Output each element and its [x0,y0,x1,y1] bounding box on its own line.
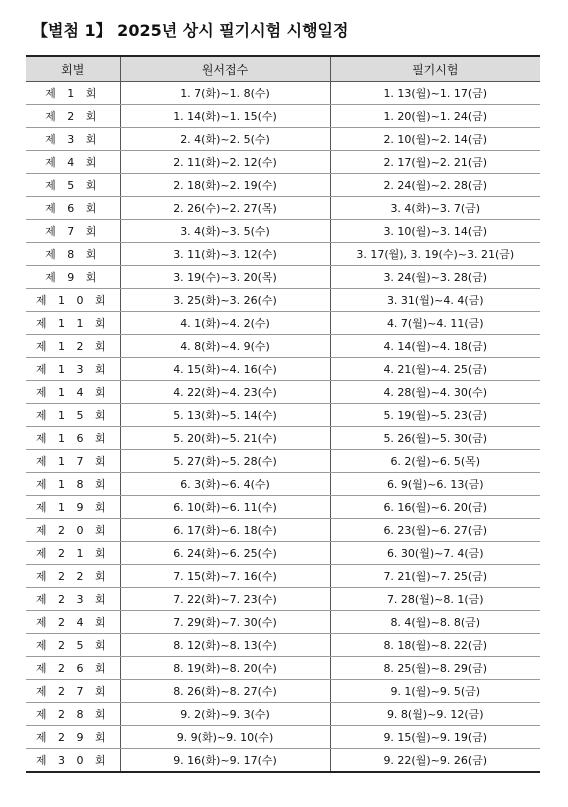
round-cell: 제 1 8 회 [26,473,120,496]
table-row [26,611,540,634]
round-cell: 제 2 8 회 [26,703,120,726]
round-cell: 제 2 1 회 [26,542,120,565]
application-cell: 8. 12(화)~8. 13(수) [120,634,330,657]
table-row [26,726,540,749]
exam-cell: 2. 24(월)~2. 28(금) [330,174,540,197]
exam-cell: 4. 7(월)~4. 11(금) [330,312,540,335]
exam-cell: 6. 23(월)~6. 27(금) [330,519,540,542]
round-cell: 제 2 7 회 [26,680,120,703]
table-row [26,749,540,773]
round-cell: 제 2 0 회 [26,519,120,542]
table-row [26,335,540,358]
application-cell: 7. 29(화)~7. 30(수) [120,611,330,634]
exam-cell: 2. 10(월)~2. 14(금) [330,128,540,151]
table-row [26,128,540,151]
exam-cell: 5. 19(월)~5. 23(금) [330,404,540,427]
table-header-row [26,56,540,82]
table-row [26,450,540,473]
application-cell: 2. 11(화)~2. 12(수) [120,151,330,174]
application-cell: 7. 22(화)~7. 23(수) [120,588,330,611]
application-cell: 4. 15(화)~4. 16(수) [120,358,330,381]
exam-cell: 1. 20(월)~1. 24(금) [330,105,540,128]
exam-cell: 9. 22(월)~9. 26(금) [330,749,540,773]
application-cell: 8. 26(화)~8. 27(수) [120,680,330,703]
exam-cell: 7. 21(월)~7. 25(금) [330,565,540,588]
table-row [26,266,540,289]
application-cell: 5. 27(화)~5. 28(수) [120,450,330,473]
round-cell: 제 1 9 회 [26,496,120,519]
table-row [26,197,540,220]
round-cell: 제 1 6 회 [26,427,120,450]
header-round: 회별 [26,56,120,82]
exam-cell: 4. 28(월)~4. 30(수) [330,381,540,404]
application-cell: 2. 4(화)~2. 5(수) [120,128,330,151]
application-cell: 6. 10(화)~6. 11(수) [120,496,330,519]
table-row [26,289,540,312]
header-exam: 필기시험 [330,56,540,82]
round-cell: 제 5 회 [26,174,120,197]
table-row [26,657,540,680]
exam-cell: 8. 18(월)~8. 22(금) [330,634,540,657]
application-cell: 2. 18(화)~2. 19(수) [120,174,330,197]
round-cell: 제 1 2 회 [26,335,120,358]
round-cell: 제 6 회 [26,197,120,220]
table-row [26,404,540,427]
table-row [26,381,540,404]
round-cell: 제 3 0 회 [26,749,120,773]
round-cell: 제 7 회 [26,220,120,243]
table-row [26,105,540,128]
exam-cell: 8. 25(월)~8. 29(금) [330,657,540,680]
table-row [26,542,540,565]
exam-cell: 9. 15(월)~9. 19(금) [330,726,540,749]
round-cell: 제 2 3 회 [26,588,120,611]
exam-cell: 8. 4(월)~8. 8(금) [330,611,540,634]
application-cell: 4. 8(화)~4. 9(수) [120,335,330,358]
table-row [26,427,540,450]
application-cell: 1. 14(화)~1. 15(수) [120,105,330,128]
exam-cell: 6. 16(월)~6. 20(금) [330,496,540,519]
table-row [26,496,540,519]
application-cell: 3. 11(화)~3. 12(수) [120,243,330,266]
table-row [26,519,540,542]
application-cell: 3. 25(화)~3. 26(수) [120,289,330,312]
round-cell: 제 1 3 회 [26,358,120,381]
application-cell: 9. 2(화)~9. 3(수) [120,703,330,726]
table-row [26,703,540,726]
round-cell: 제 1 7 회 [26,450,120,473]
table-row [26,312,540,335]
round-cell: 제 2 회 [26,105,120,128]
round-cell: 제 1 4 회 [26,381,120,404]
exam-cell: 6. 30(월)~7. 4(금) [330,542,540,565]
exam-cell: 5. 26(월)~5. 30(금) [330,427,540,450]
table-row [26,680,540,703]
application-cell: 6. 3(화)~6. 4(수) [120,473,330,496]
round-cell: 제 3 회 [26,128,120,151]
exam-cell: 3. 4(화)~3. 7(금) [330,197,540,220]
application-cell: 4. 1(화)~4. 2(수) [120,312,330,335]
round-cell: 제 2 6 회 [26,657,120,680]
table-row [26,588,540,611]
application-cell: 2. 26(수)~2. 27(목) [120,197,330,220]
round-cell: 제 9 회 [26,266,120,289]
round-cell: 제 1 회 [26,82,120,105]
exam-cell: 4. 14(월)~4. 18(금) [330,335,540,358]
round-cell: 제 4 회 [26,151,120,174]
round-cell: 제 1 0 회 [26,289,120,312]
table-body [26,82,540,773]
exam-cell: 3. 31(월)~4. 4(금) [330,289,540,312]
round-cell: 제 8 회 [26,243,120,266]
table-row [26,174,540,197]
application-cell: 9. 9(화)~9. 10(수) [120,726,330,749]
exam-cell: 9. 8(월)~9. 12(금) [330,703,540,726]
exam-cell: 1. 13(월)~1. 17(금) [330,82,540,105]
exam-cell: 6. 2(월)~6. 5(목) [330,450,540,473]
table-row [26,634,540,657]
table-row [26,151,540,174]
round-cell: 제 2 4 회 [26,611,120,634]
application-cell: 8. 19(화)~8. 20(수) [120,657,330,680]
application-cell: 7. 15(화)~7. 16(수) [120,565,330,588]
application-cell: 3. 19(수)~3. 20(목) [120,266,330,289]
application-cell: 6. 24(화)~6. 25(수) [120,542,330,565]
exam-cell: 3. 24(월)~3. 28(금) [330,266,540,289]
document-title: 【별첨 1】 2025년 상시 필기시험 시행일정 [32,21,349,40]
round-cell: 제 2 5 회 [26,634,120,657]
table-row [26,358,540,381]
round-cell: 제 2 2 회 [26,565,120,588]
table-row [26,565,540,588]
exam-cell: 4. 21(월)~4. 25(금) [330,358,540,381]
exam-cell: 3. 17(월), 3. 19(수)~3. 21(금) [330,243,540,266]
application-cell: 4. 22(화)~4. 23(수) [120,381,330,404]
application-cell: 6. 17(화)~6. 18(수) [120,519,330,542]
exam-cell: 2. 17(월)~2. 21(금) [330,151,540,174]
application-cell: 1. 7(화)~1. 8(수) [120,82,330,105]
application-cell: 5. 20(화)~5. 21(수) [120,427,330,450]
header-application: 원서접수 [120,56,330,82]
exam-cell: 7. 28(월)~8. 1(금) [330,588,540,611]
exam-cell: 9. 1(월)~9. 5(금) [330,680,540,703]
table-row [26,220,540,243]
application-cell: 3. 4(화)~3. 5(수) [120,220,330,243]
table-row [26,82,540,105]
exam-cell: 3. 10(월)~3. 14(금) [330,220,540,243]
exam-cell: 6. 9(월)~6. 13(금) [330,473,540,496]
application-cell: 5. 13(화)~5. 14(수) [120,404,330,427]
table-row [26,473,540,496]
application-cell: 9. 16(화)~9. 17(수) [120,749,330,773]
exam-schedule-table [26,55,540,773]
round-cell: 제 1 5 회 [26,404,120,427]
round-cell: 제 2 9 회 [26,726,120,749]
table-row [26,243,540,266]
round-cell: 제 1 1 회 [26,312,120,335]
